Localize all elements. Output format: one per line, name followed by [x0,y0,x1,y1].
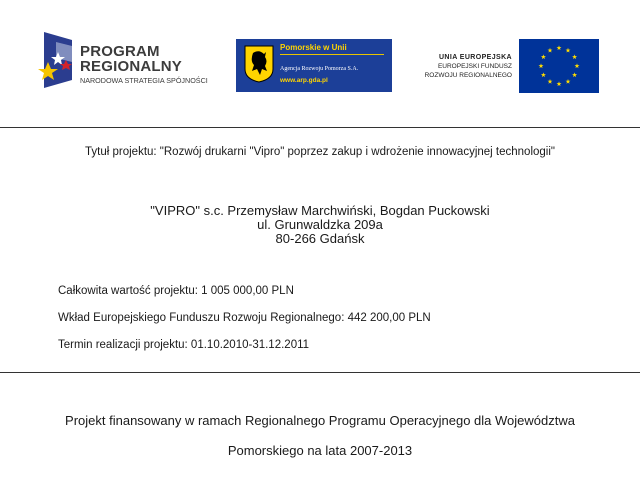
project-title: Tytuł projektu: "Rozwój drukarni "Vipro" poprzez zakup i wdrożenie innowacyjnej technologii" [85,146,555,158]
eu-star-icon [539,63,544,68]
footer-line-2: Pomorskiego na lata 2007-2013 [227,443,413,458]
pomorskie-title: Pomorskie w Unii [280,43,347,52]
company-street: ul. Grunwaldzka 209a [257,217,383,232]
eu-flag-icon [519,39,599,93]
ue-fund-line2: ROZWOJU REGIONALNEGO [424,72,512,79]
program-regionalny-subtitle: NARODOWA STRATEGIA SPÓJNOŚCI [80,76,208,85]
project-total-value: Całkowita wartość projektu: 1 005 000,00 PLN [58,285,294,297]
project-efrr-contribution: Wkład Europejskiego Funduszu Rozwoju Regionalnego: 442 200,00 PLN [58,312,431,324]
eu-star-icon [541,72,546,77]
ue-text-block [412,53,512,80]
ue-title: UNIA EUROPEJSKA [438,54,512,61]
eu-star-icon [572,54,577,59]
eu-stars-icon [519,39,599,93]
eu-star-icon [566,48,571,53]
program-regionalny-logo [36,28,216,98]
pomorskie-logo [236,39,392,92]
ue-fund-line1: EUROPEJSKI FUNDUSZ [437,63,512,70]
pomorskie-griffin-shield-icon [244,45,274,83]
company-name: "VIPRO" s.c. Przemysław Marchwiński, Bogdan Puckowski [150,203,490,218]
eu-star-icon [557,45,562,50]
eu-star-icon [566,79,571,84]
company-city: 80-266 Gdańsk [275,231,365,246]
eu-star-icon [557,81,562,86]
eu-star-icon [541,54,546,59]
program-regionalny-title-2: REGIONALNY [80,58,183,75]
top-divider [0,127,640,128]
program-regionalny-title-1: PROGRAM [80,43,160,60]
project-timeline: Termin realizacji projektu: 01.10.2010-31.12.2011 [58,339,310,351]
pomorskie-divider [280,54,384,55]
eu-star-icon [575,63,580,68]
bottom-divider [0,372,640,373]
program-regionalny-emblem-icon [36,28,80,98]
eu-star-icon [548,79,553,84]
footer-line-1: Projekt finansowany w ramach Regionalnego Programu Operacyjnego dla Województwa [65,413,575,428]
eu-star-icon [572,72,577,77]
pomorskie-subtitle: Agencja Rozwoju Pomorza S.A. [280,66,359,72]
pomorskie-url: www.arp.gda.pl [280,77,328,84]
eu-star-icon [548,48,553,53]
